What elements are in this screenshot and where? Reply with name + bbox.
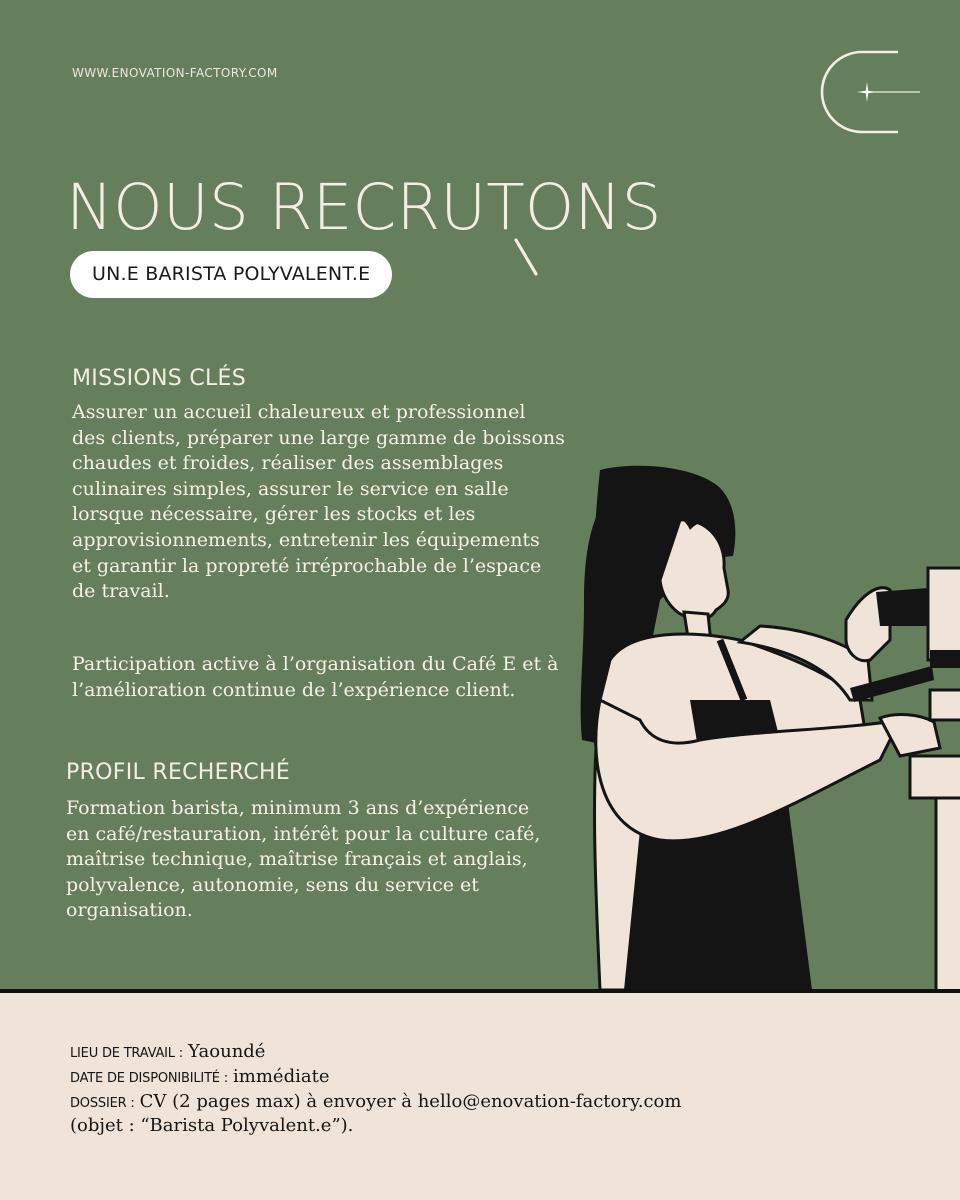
profile-line: polyvalence, autonomie, sens du service et	[66, 873, 479, 896]
headline-title: NOUS RECRUTONS	[66, 171, 662, 244]
missions-line: chaudes et froides, réaliser des assemblages	[72, 452, 504, 475]
missions-heading: MISSIONS CLÉS	[72, 366, 247, 391]
missions-line: lorsque nécessaire, gérer les stocks et les	[72, 503, 476, 526]
profile-line: organisation.	[66, 899, 193, 922]
missions-line: et garantir la propreté irréprochable de l’espace	[72, 554, 542, 577]
magnifier-icon	[476, 184, 546, 280]
location-value: Yaoundé	[188, 1041, 266, 1062]
dossier-value: CV (2 pages max) à envoyer à hello@enovation-factory.com	[139, 1091, 682, 1112]
details-panel	[0, 993, 960, 1200]
profile-heading: PROFIL RECHERCHÉ	[66, 760, 291, 785]
dossier-subject-row	[70, 1115, 353, 1136]
barista-illustration	[560, 450, 960, 990]
enovation-logo-icon	[812, 42, 922, 142]
job-title-badge: UN.E BARISTA POLYVALENT.E	[70, 251, 392, 298]
availability-label: DATE DE DISPONIBILITÉ :	[70, 1071, 228, 1086]
missions-line: culinaires simples, assurer le service en salle	[72, 477, 509, 500]
missions-extra-line: l’amélioration continue de l’expérience client.	[72, 678, 516, 701]
profile-line: en café/restauration, intérêt pour la culture café,	[66, 822, 541, 845]
missions-line: approvisionnements, entretenir les équipements	[72, 528, 540, 551]
profile-line: maîtrise technique, maîtrise français et anglais,	[66, 848, 528, 871]
missions-text	[72, 400, 565, 605]
site-url: WWW.ENOVATION-FACTORY.COM	[72, 66, 278, 80]
missions-line: des clients, préparer une large gamme de boissons	[72, 426, 565, 449]
availability-row	[70, 1066, 329, 1087]
availability-value: immédiate	[233, 1066, 330, 1087]
missions-extra-text	[72, 652, 558, 703]
dossier-subject: (objet : “Barista Polyvalent.e”).	[70, 1115, 354, 1136]
missions-line: de travail.	[72, 580, 170, 603]
dossier-row	[70, 1091, 681, 1112]
location-label: LIEU DE TRAVAIL :	[70, 1046, 183, 1061]
missions-extra-line: Participation active à l’organisation du Café E et à	[72, 653, 559, 675]
dossier-label: DOSSIER :	[70, 1096, 135, 1111]
profile-line: Formation barista, minimum 3 ans d’expérience	[66, 797, 530, 819]
location-row	[70, 1041, 265, 1062]
missions-line: Assurer un accueil chaleureux et professionnel	[72, 401, 526, 423]
profile-text	[66, 796, 540, 924]
